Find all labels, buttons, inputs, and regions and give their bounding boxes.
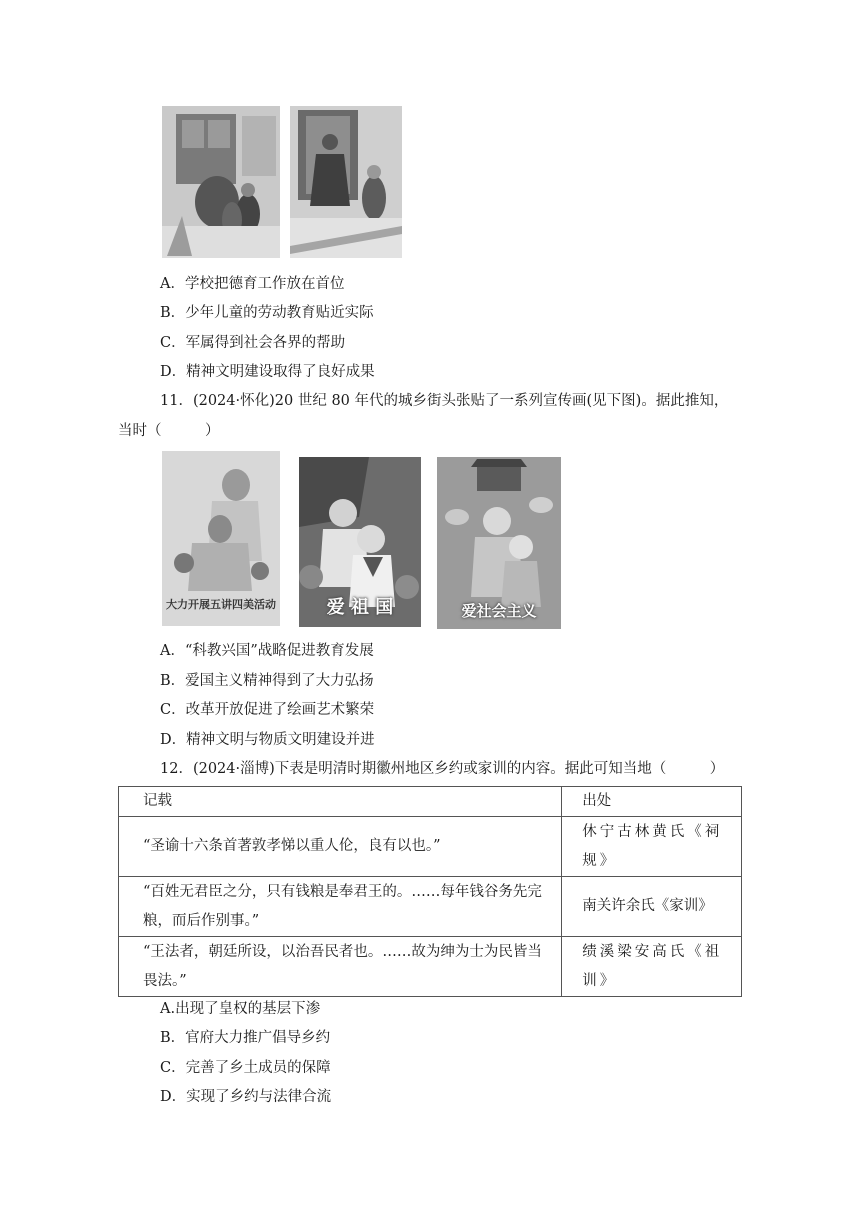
q10-option-c: C．军属得到社会各界的帮助 [160, 335, 346, 351]
q11-stem-line-2: 当时（ ） [118, 423, 220, 439]
table-header-record: 记载 [119, 787, 562, 817]
q10-option-a: A．学校把德育工作放在首位 [160, 276, 345, 292]
table-row [119, 877, 742, 937]
table-cell-record: “圣谕十六条首著敦孝悌以重人伦，良有以也。” [119, 817, 562, 877]
table-cell-record: “王法者，朝廷所设，以治吾民者也。……故为绅为士为民皆当畏法。” [119, 937, 562, 997]
table-header-row [119, 787, 742, 817]
q11-stem-line-1: 11．(2024·怀化)20 世纪 80 年代的城乡街头张贴了一系列宣传画(见下图)。据此推知， [160, 393, 729, 409]
table-cell-source: 南关许余氏《家训》 [562, 877, 742, 937]
q12-option-b: B．官府大力推广倡导乡约 [160, 1030, 331, 1046]
q11-poster-3 [437, 457, 561, 629]
q11-poster-2-caption: 爱 祖 国 [326, 597, 394, 618]
q11-option-c: C．改革开放促进了绘画艺术繁荣 [160, 702, 375, 718]
table-cell-source: 绩溪梁安高氏《祖训》 [562, 937, 742, 997]
q11-option-b: B．爱国主义精神得到了大力弘扬 [160, 673, 374, 689]
table-row [119, 817, 742, 877]
table-cell-record: “百姓无君臣之分，只有钱粮是奉君王的。……每年钱谷务先完粮，而后作别事。” [119, 877, 562, 937]
q10-picture-1 [162, 106, 280, 258]
table-cell-source: 休宁古林黄氏《祠规》 [562, 817, 742, 877]
q10-option-d: D．精神文明建设取得了良好成果 [160, 364, 375, 380]
q10-option-b: B．少年儿童的劳动教育贴近实际 [160, 305, 374, 321]
table-header-source: 出处 [562, 787, 742, 817]
q12-option-d: D．实现了乡约与法律合流 [160, 1089, 332, 1105]
q12-option-c: C．完善了乡土成员的保障 [160, 1060, 331, 1076]
q11-poster-3-caption: 爱社会主义 [461, 602, 537, 620]
q11-poster-1-caption: 大力开展五讲四美活动 [166, 598, 276, 611]
q11-option-d: D．精神文明与物质文明建设并进 [160, 732, 375, 748]
q11-poster-2 [299, 457, 421, 627]
q12-table [118, 786, 742, 997]
q12-stem: 12．(2024·淄博)下表是明清时期徽州地区乡约或家训的内容。据此可知当地（ ） [160, 761, 725, 777]
q11-option-a: A．“科教兴国”战略促进教育发展 [160, 643, 374, 659]
q10-picture-2 [290, 106, 402, 258]
q11-poster-1 [162, 451, 280, 626]
table-row [119, 937, 742, 997]
q12-option-a: A.出现了皇权的基层下渗 [160, 1001, 321, 1017]
